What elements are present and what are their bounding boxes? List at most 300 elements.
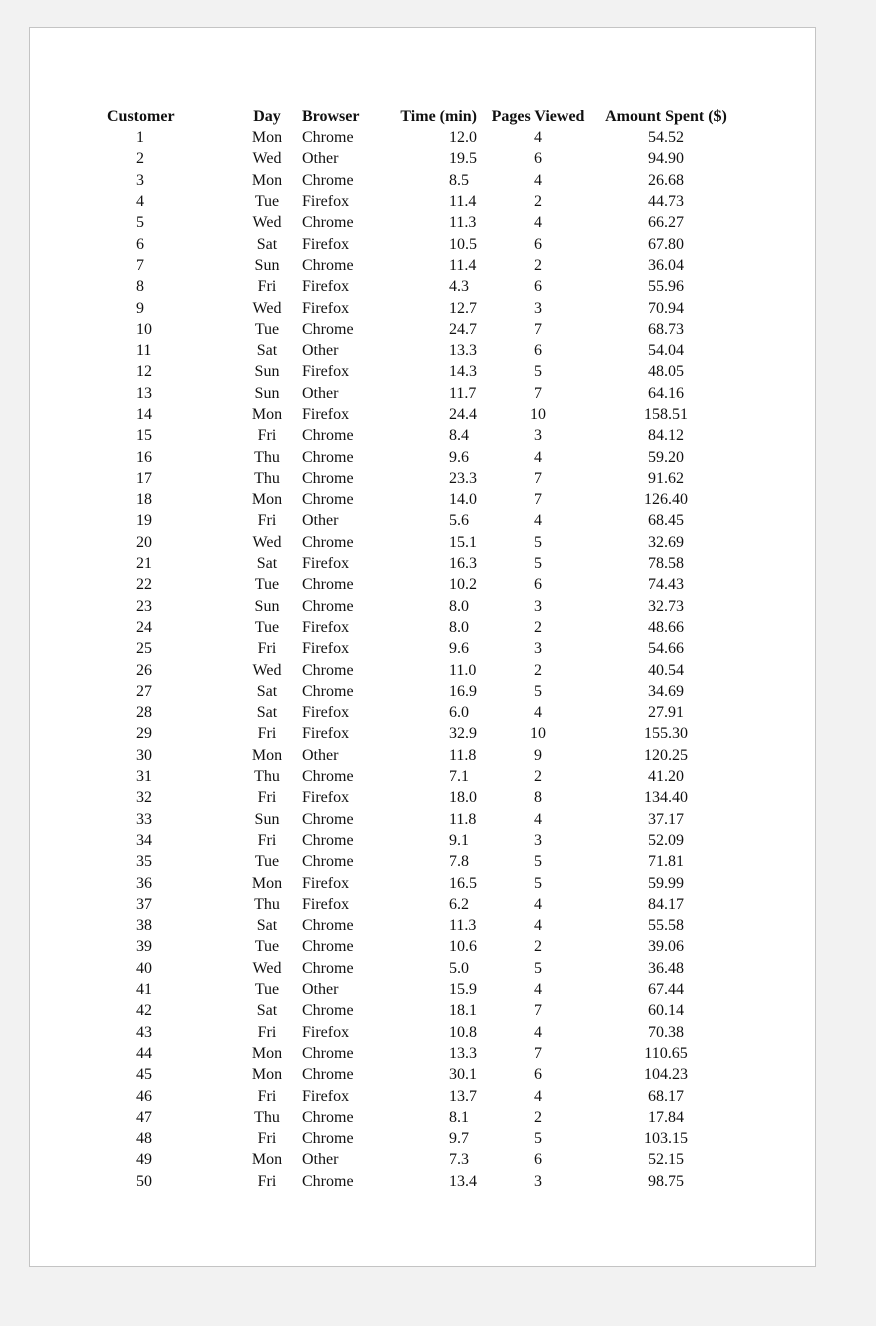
cell-pages-viewed: 2	[534, 938, 542, 956]
cell-pages-viewed: 7	[534, 1002, 542, 1020]
cell-browser: Chrome	[302, 171, 354, 189]
cell-browser: Other	[302, 150, 339, 168]
customer-data-table	[30, 106, 741, 1192]
cell-time: 15.9	[449, 981, 477, 999]
cell-browser: Chrome	[302, 810, 354, 828]
cell-pages-viewed: 4	[534, 895, 542, 913]
cell-customer: 17	[136, 469, 152, 487]
cell-customer: 25	[136, 640, 152, 658]
cell-amount-spent: 52.15	[648, 1151, 684, 1169]
cell-amount-spent: 84.12	[648, 427, 684, 445]
cell-day: Tue	[254, 981, 280, 999]
cell-pages-viewed: 2	[534, 661, 542, 679]
cell-time: 8.5	[449, 171, 469, 189]
cell-customer: 11	[136, 342, 152, 360]
cell-time: 6.0	[449, 704, 469, 722]
cell-customer: 13	[136, 384, 152, 402]
cell-day: Sat	[256, 1002, 278, 1020]
cell-time: 12.7	[449, 299, 477, 317]
cell-amount-spent: 68.45	[648, 512, 684, 530]
cell-day: Sun	[254, 256, 280, 274]
cell-pages-viewed: 3	[534, 831, 542, 849]
cell-amount-spent: 36.48	[648, 959, 684, 977]
cell-time: 24.7	[449, 320, 477, 338]
cell-day: Tue	[254, 853, 280, 871]
cell-amount-spent: 110.65	[644, 1044, 688, 1062]
cell-day: Fri	[257, 1087, 277, 1105]
cell-day: Mon	[251, 746, 283, 764]
cell-browser: Firefox	[302, 1087, 350, 1105]
cell-customer: 38	[136, 917, 152, 935]
cell-customer: 20	[136, 533, 152, 551]
cell-customer: 10	[136, 320, 152, 338]
cell-time: 6.2	[449, 895, 469, 913]
table-row	[30, 894, 741, 915]
cell-pages-viewed: 3	[534, 427, 542, 445]
table-row	[30, 851, 741, 872]
cell-pages-viewed: 5	[534, 533, 542, 551]
cell-time: 11.4	[449, 193, 477, 211]
cell-pages-viewed: 4	[534, 129, 542, 147]
cell-day: Mon	[251, 1044, 283, 1062]
cell-pages-viewed: 10	[530, 725, 546, 743]
table-row	[30, 127, 741, 148]
cell-amount-spent: 126.40	[644, 491, 688, 509]
cell-time: 8.1	[449, 1108, 469, 1126]
cell-browser: Firefox	[302, 618, 350, 636]
table-row	[30, 340, 741, 361]
cell-amount-spent: 103.15	[644, 1130, 688, 1148]
table-row	[30, 170, 741, 191]
table-row	[30, 1000, 741, 1021]
cell-pages-viewed: 3	[534, 299, 542, 317]
cell-time: 24.4	[449, 406, 477, 423]
cell-browser: Chrome	[302, 853, 354, 871]
cell-pages-viewed: 6	[534, 150, 542, 168]
cell-browser: Chrome	[302, 320, 354, 338]
cell-amount-spent: 27.91	[648, 704, 684, 722]
cell-customer: 36	[136, 874, 152, 892]
cell-browser: Firefox	[302, 725, 350, 743]
cell-time: 4.3	[449, 278, 469, 296]
cell-browser: Firefox	[302, 895, 350, 913]
cell-day: Sat	[256, 704, 278, 722]
cell-time: 10.5	[449, 235, 477, 253]
table-row	[30, 766, 741, 787]
cell-browser: Chrome	[302, 1002, 354, 1020]
table-row	[30, 297, 741, 318]
cell-amount-spent: 70.94	[648, 299, 684, 317]
cell-amount-spent: 36.04	[648, 256, 684, 274]
cell-customer: 46	[136, 1087, 152, 1105]
cell-pages-viewed: 3	[534, 1172, 542, 1190]
cell-day: Mon	[251, 491, 283, 509]
document-page	[29, 27, 816, 1267]
cell-browser: Other	[302, 1151, 339, 1169]
cell-customer: 41	[136, 981, 152, 999]
table-row	[30, 510, 741, 531]
cell-customer: 37	[136, 895, 152, 913]
cell-time: 13.3	[449, 342, 477, 360]
cell-day: Sat	[256, 235, 278, 253]
cell-customer: 3	[136, 171, 144, 189]
cell-day: Wed	[252, 214, 282, 232]
cell-customer: 16	[136, 448, 152, 466]
cell-day: Sat	[256, 917, 278, 935]
cell-pages-viewed: 5	[534, 682, 542, 700]
cell-day: Sun	[254, 363, 280, 381]
cell-amount-spent: 59.99	[648, 874, 684, 892]
table-row	[30, 915, 741, 936]
cell-amount-spent: 54.04	[648, 342, 684, 360]
cell-customer: 21	[136, 555, 152, 573]
table-row	[30, 1149, 741, 1170]
cell-amount-spent: 17.84	[648, 1108, 684, 1126]
cell-day: Fri	[257, 789, 277, 807]
cell-customer: 15	[136, 427, 152, 445]
table-header-row	[30, 106, 741, 127]
table-row	[30, 404, 741, 425]
cell-day: Tue	[254, 193, 280, 211]
cell-day: Sun	[254, 597, 280, 615]
cell-time: 8.4	[449, 427, 469, 445]
cell-amount-spent: 55.58	[648, 917, 684, 935]
cell-day: Wed	[252, 533, 282, 551]
cell-time: 9.6	[449, 448, 469, 466]
cell-customer: 28	[136, 704, 152, 722]
cell-day: Fri	[257, 1172, 277, 1190]
cell-customer: 7	[136, 256, 144, 274]
cell-pages-viewed: 7	[534, 469, 542, 487]
cell-browser: Chrome	[302, 214, 354, 232]
cell-amount-spent: 40.54	[648, 661, 684, 679]
cell-browser: Chrome	[302, 597, 354, 615]
cell-day: Tue	[254, 320, 280, 338]
cell-browser: Firefox	[302, 406, 350, 423]
cell-time: 18.1	[449, 1002, 477, 1020]
cell-pages-viewed: 4	[534, 1023, 542, 1041]
cell-day: Sat	[256, 342, 278, 360]
cell-time: 9.1	[449, 831, 469, 849]
cell-time: 5.6	[449, 512, 469, 530]
cell-day: Mon	[251, 1151, 283, 1169]
cell-customer: 39	[136, 938, 152, 956]
cell-pages-viewed: 5	[534, 363, 542, 381]
cell-day: Fri	[257, 725, 277, 743]
cell-day: Mon	[251, 171, 283, 189]
cell-customer: 29	[136, 725, 152, 743]
cell-amount-spent: 67.80	[648, 235, 684, 253]
header-day: Day	[253, 108, 281, 125]
cell-customer: 33	[136, 810, 152, 828]
cell-pages-viewed: 6	[534, 1066, 542, 1084]
cell-day: Sat	[256, 555, 278, 573]
table-row	[30, 617, 741, 638]
cell-time: 18.0	[449, 789, 477, 807]
cell-time: 8.0	[449, 618, 469, 636]
cell-time: 15.1	[449, 533, 477, 551]
cell-day: Thu	[254, 469, 280, 487]
cell-customer: 14	[136, 406, 152, 423]
table-row	[30, 787, 741, 808]
cell-time: 11.0	[449, 661, 477, 679]
table-row	[30, 553, 741, 574]
cell-day: Fri	[257, 831, 277, 849]
cell-pages-viewed: 6	[534, 576, 542, 594]
cell-day: Wed	[252, 150, 282, 168]
cell-pages-viewed: 4	[534, 810, 542, 828]
cell-pages-viewed: 10	[530, 406, 546, 423]
cell-amount-spent: 26.68	[648, 171, 684, 189]
cell-time: 11.8	[449, 746, 477, 764]
cell-time: 10.8	[449, 1023, 477, 1041]
cell-amount-spent: 39.06	[648, 938, 684, 956]
cell-time: 5.0	[449, 959, 469, 977]
cell-browser: Chrome	[302, 917, 354, 935]
cell-customer: 32	[136, 789, 152, 807]
cell-pages-viewed: 3	[534, 640, 542, 658]
cell-time: 13.4	[449, 1172, 477, 1190]
cell-day: Fri	[257, 1023, 277, 1041]
cell-amount-spent: 60.14	[648, 1002, 684, 1020]
header-pages-viewed: Pages Viewed	[491, 108, 585, 125]
cell-pages-viewed: 9	[534, 746, 542, 764]
cell-amount-spent: 71.81	[648, 853, 684, 871]
cell-browser: Chrome	[302, 129, 354, 147]
cell-amount-spent: 59.20	[648, 448, 684, 466]
cell-time: 13.3	[449, 1044, 477, 1062]
cell-amount-spent: 70.38	[648, 1023, 684, 1041]
cell-browser: Other	[302, 746, 339, 764]
cell-customer: 48	[136, 1130, 152, 1148]
cell-pages-viewed: 5	[534, 874, 542, 892]
cell-time: 16.3	[449, 555, 477, 573]
table-row	[30, 745, 741, 766]
table-row	[30, 702, 741, 723]
cell-pages-viewed: 4	[534, 1087, 542, 1105]
cell-amount-spent: 54.52	[648, 129, 684, 147]
cell-day: Fri	[257, 512, 277, 530]
cell-customer: 24	[136, 618, 152, 636]
cell-browser: Chrome	[302, 938, 354, 956]
cell-day: Wed	[252, 299, 282, 317]
cell-browser: Firefox	[302, 193, 350, 211]
cell-customer: 27	[136, 682, 152, 700]
cell-browser: Chrome	[302, 682, 354, 700]
cell-day: Sat	[256, 682, 278, 700]
cell-time: 7.8	[449, 853, 469, 871]
cell-browser: Chrome	[302, 491, 354, 509]
table-row	[30, 319, 741, 340]
cell-amount-spent: 68.17	[648, 1087, 684, 1105]
cell-pages-viewed: 4	[534, 512, 542, 530]
table-row	[30, 723, 741, 744]
cell-day: Fri	[257, 1130, 277, 1148]
cell-amount-spent: 78.58	[648, 555, 684, 573]
cell-browser: Firefox	[302, 363, 350, 381]
table-row	[30, 872, 741, 893]
cell-pages-viewed: 8	[534, 789, 542, 807]
table-row	[30, 681, 741, 702]
cell-day: Thu	[254, 895, 280, 913]
cell-time: 16.9	[449, 682, 477, 700]
table-body	[30, 127, 741, 1192]
cell-pages-viewed: 2	[534, 1108, 542, 1126]
cell-amount-spent: 55.96	[648, 278, 684, 296]
cell-customer: 22	[136, 576, 152, 594]
cell-browser: Chrome	[302, 768, 354, 786]
cell-time: 11.4	[449, 256, 477, 274]
cell-browser: Chrome	[302, 533, 354, 551]
cell-customer: 5	[136, 214, 144, 232]
cell-time: 11.3	[449, 917, 477, 935]
cell-browser: Chrome	[302, 469, 354, 487]
table-row	[30, 1021, 741, 1042]
cell-amount-spent: 64.16	[648, 384, 684, 402]
cell-day: Sun	[254, 810, 280, 828]
header-customer: Customer	[107, 108, 175, 125]
cell-browser: Firefox	[302, 235, 350, 253]
cell-pages-viewed: 5	[534, 1130, 542, 1148]
cell-pages-viewed: 2	[534, 256, 542, 274]
cell-amount-spent: 155.30	[644, 725, 688, 743]
table-row	[30, 425, 741, 446]
table-row	[30, 1128, 741, 1149]
cell-amount-spent: 134.40	[644, 789, 688, 807]
cell-day: Thu	[254, 448, 280, 466]
cell-browser: Chrome	[302, 448, 354, 466]
cell-customer: 35	[136, 853, 152, 871]
cell-day: Mon	[251, 1066, 283, 1084]
table-row	[30, 233, 741, 254]
cell-browser: Other	[302, 981, 339, 999]
table-row	[30, 659, 741, 680]
cell-pages-viewed: 7	[534, 1044, 542, 1062]
cell-browser: Other	[302, 512, 339, 530]
cell-day: Mon	[251, 129, 283, 147]
cell-customer: 4	[136, 193, 144, 211]
table-row	[30, 532, 741, 553]
table-row	[30, 809, 741, 830]
cell-browser: Chrome	[302, 831, 354, 849]
table-row	[30, 148, 741, 169]
header-time: Time (min)	[400, 108, 477, 125]
cell-amount-spent: 158.51	[644, 406, 688, 423]
cell-browser: Chrome	[302, 576, 354, 594]
cell-day: Thu	[254, 768, 280, 786]
cell-browser: Firefox	[302, 299, 350, 317]
cell-pages-viewed: 4	[534, 981, 542, 999]
cell-pages-viewed: 7	[534, 491, 542, 509]
cell-pages-viewed: 5	[534, 555, 542, 573]
cell-time: 11.3	[449, 214, 477, 232]
cell-amount-spent: 104.23	[644, 1066, 688, 1084]
table-row	[30, 446, 741, 467]
cell-amount-spent: 32.73	[648, 597, 684, 615]
table-row	[30, 489, 741, 510]
cell-pages-viewed: 7	[534, 320, 542, 338]
header-browser: Browser	[302, 108, 360, 125]
cell-day: Fri	[257, 278, 277, 296]
cell-amount-spent: 54.66	[648, 640, 684, 658]
cell-time: 11.7	[449, 384, 477, 402]
cell-day: Fri	[257, 427, 277, 445]
cell-browser: Chrome	[302, 427, 354, 445]
cell-customer: 42	[136, 1002, 152, 1020]
cell-browser: Firefox	[302, 278, 350, 296]
cell-pages-viewed: 5	[534, 959, 542, 977]
table-row	[30, 1171, 741, 1192]
cell-pages-viewed: 4	[534, 448, 542, 466]
cell-customer: 12	[136, 363, 152, 381]
cell-time: 9.6	[449, 640, 469, 658]
table-row	[30, 361, 741, 382]
cell-amount-spent: 91.62	[648, 469, 684, 487]
cell-amount-spent: 68.73	[648, 320, 684, 338]
cell-time: 7.3	[449, 1151, 469, 1169]
header-amount-spent: Amount Spent ($)	[605, 108, 727, 125]
cell-customer: 1	[136, 129, 144, 147]
cell-pages-viewed: 4	[534, 214, 542, 232]
cell-browser: Chrome	[302, 1044, 354, 1062]
cell-customer: 6	[136, 235, 144, 253]
table-row	[30, 1107, 741, 1128]
table-row	[30, 979, 741, 1000]
cell-time: 14.3	[449, 363, 477, 381]
cell-time: 23.3	[449, 469, 477, 487]
cell-customer: 23	[136, 597, 152, 615]
cell-amount-spent: 66.27	[648, 214, 684, 232]
cell-pages-viewed: 4	[534, 171, 542, 189]
cell-pages-viewed: 5	[534, 853, 542, 871]
cell-time: 30.1	[449, 1066, 477, 1084]
cell-customer: 34	[136, 831, 152, 849]
cell-customer: 8	[136, 278, 144, 296]
cell-browser: Firefox	[302, 704, 350, 722]
cell-customer: 43	[136, 1023, 152, 1041]
table-row	[30, 212, 741, 233]
cell-time: 19.5	[449, 150, 477, 168]
cell-customer: 31	[136, 768, 152, 786]
cell-time: 14.0	[449, 491, 477, 509]
table-row	[30, 1085, 741, 1106]
cell-day: Wed	[252, 959, 282, 977]
cell-time: 12.0	[449, 129, 477, 147]
cell-browser: Chrome	[302, 256, 354, 274]
cell-time: 9.7	[449, 1130, 469, 1148]
cell-amount-spent: 120.25	[644, 746, 688, 764]
cell-time: 32.9	[449, 725, 477, 743]
cell-pages-viewed: 4	[534, 704, 542, 722]
cell-time: 13.7	[449, 1087, 477, 1105]
cell-pages-viewed: 2	[534, 193, 542, 211]
cell-customer: 47	[136, 1108, 152, 1126]
cell-time: 10.2	[449, 576, 477, 594]
cell-amount-spent: 34.69	[648, 682, 684, 700]
cell-customer: 2	[136, 150, 144, 168]
table-row	[30, 958, 741, 979]
cell-customer: 45	[136, 1066, 152, 1084]
cell-customer: 49	[136, 1151, 152, 1169]
cell-browser: Firefox	[302, 640, 350, 658]
table-row	[30, 1043, 741, 1064]
cell-amount-spent: 84.17	[648, 895, 684, 913]
cell-day: Wed	[252, 661, 282, 679]
table-row	[30, 936, 741, 957]
cell-pages-viewed: 6	[534, 342, 542, 360]
cell-browser: Firefox	[302, 1023, 350, 1041]
cell-amount-spent: 94.90	[648, 150, 684, 168]
